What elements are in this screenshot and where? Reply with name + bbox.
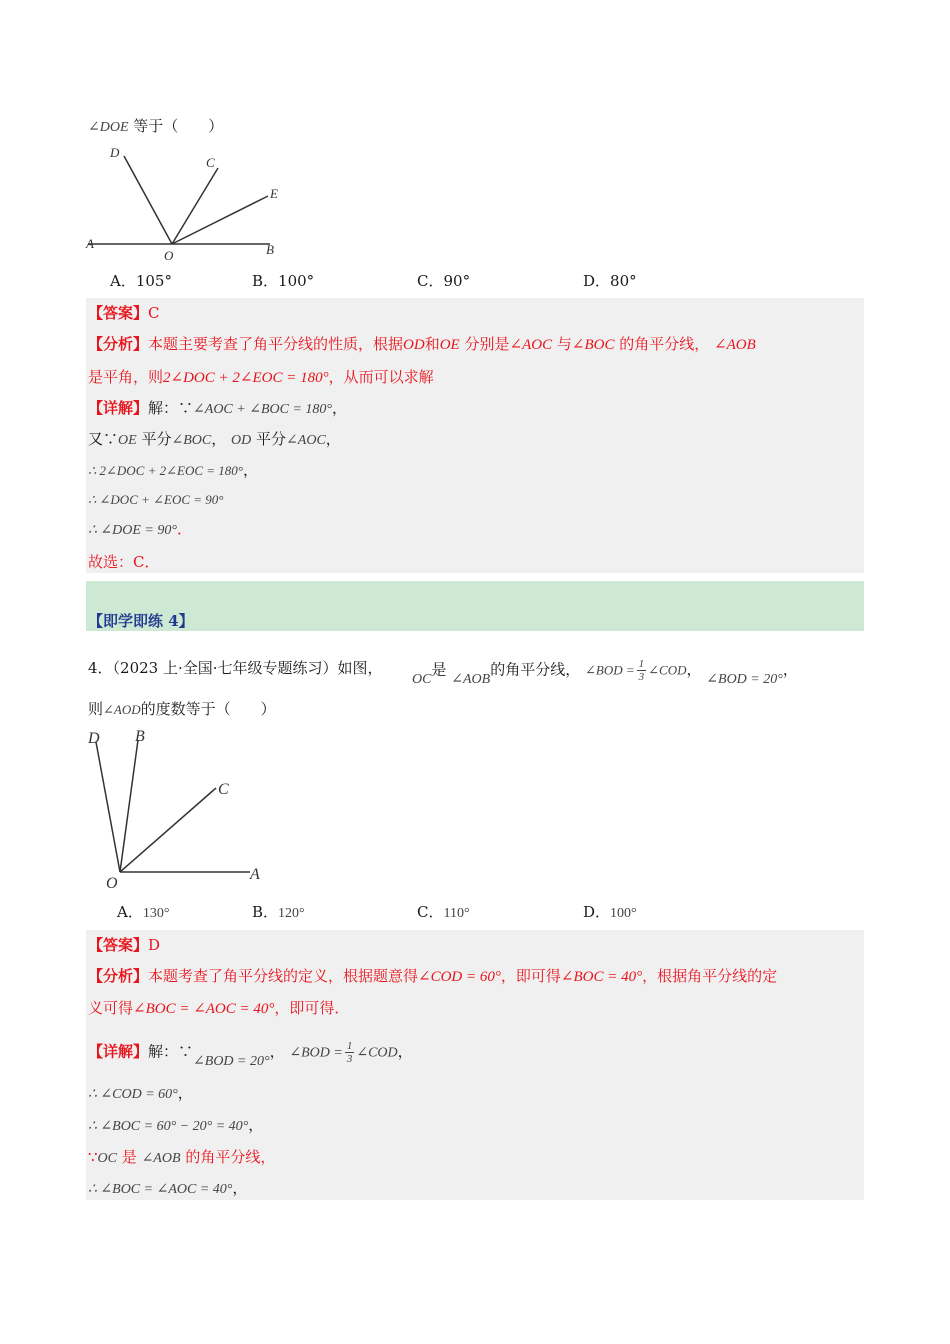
math-bod20: ∠BOD = 20° <box>706 671 783 687</box>
q3-figure <box>84 140 294 265</box>
stem-tail-text: 等于（ ） <box>133 117 224 135</box>
frac-den: 3 <box>346 1053 353 1065</box>
math-eq: ∠BOD = 20° <box>193 1053 270 1069</box>
text: 平分 <box>141 430 172 448</box>
math-boc: ∠BOC <box>571 337 615 353</box>
q3-stem-tail <box>88 116 223 138</box>
analysis-tag: 【分析】 <box>88 335 149 353</box>
option-value: 120° <box>278 906 305 921</box>
fraction-one-third <box>345 1040 355 1065</box>
math-oc: OC <box>412 671 432 687</box>
math-eq: ∴ ∠BOC = 60° − 20° = 40° <box>88 1119 249 1134</box>
q4-option-b[interactable] <box>252 901 305 922</box>
q4-detail-line1 <box>88 1040 413 1069</box>
option-value: 110° <box>443 906 470 921</box>
math-oe: OE <box>439 337 460 353</box>
q4-detail-line4 <box>88 1147 275 1169</box>
frac-num: 1 <box>346 1040 353 1052</box>
q4-answer <box>88 935 160 955</box>
q4-detail-line5 <box>88 1178 247 1200</box>
q4-stem-line2 <box>88 699 276 720</box>
text: ， <box>232 1179 248 1197</box>
text: ， <box>243 461 259 479</box>
text: 则 <box>88 700 104 718</box>
text: 的度数等于（ ） <box>140 700 276 718</box>
q3-option-c[interactable] <box>417 270 470 291</box>
q4-option-c[interactable] <box>417 901 470 922</box>
option-value: 80° <box>610 272 637 290</box>
q3-detail-line5 <box>88 519 192 541</box>
math-eq: ∴ ∠COD = 60° <box>88 1087 178 1102</box>
text: ，即可得． <box>274 999 350 1017</box>
text: ， <box>325 430 341 448</box>
option-letter: B． <box>252 903 279 921</box>
angle-doe: ∠DOE <box>88 120 129 135</box>
q4-detail-line3 <box>88 1115 263 1137</box>
math-aob: ∠AOB <box>451 671 491 687</box>
q3-option-d[interactable] <box>583 270 637 291</box>
option-letter: D． <box>583 903 611 921</box>
math-eq: ∴ ∠BOC = ∠AOC = 40° <box>88 1182 233 1197</box>
answer-tag: 【答案】 <box>88 936 149 954</box>
text: 解：∵ <box>148 1042 194 1061</box>
text: 是 <box>431 660 447 679</box>
label-c: C <box>206 155 215 170</box>
math-eq: ∴ ∠DOE = 90° <box>88 523 177 538</box>
frac-num: 1 <box>638 658 645 670</box>
practice-header <box>88 611 194 631</box>
text: 的角平分线， <box>490 660 581 679</box>
text: ， <box>269 1042 285 1061</box>
practice-header-text: 【即学即练 4】 <box>88 612 194 630</box>
q4-option-a[interactable] <box>117 901 169 922</box>
math-eq: ∠COD = 60° <box>418 969 501 985</box>
label-b: B <box>266 242 274 257</box>
label-a: A <box>86 236 94 251</box>
math-aob: ∠AOB <box>714 337 756 353</box>
math-bod: ∠BOD = <box>585 662 635 678</box>
q3-answer <box>88 303 160 323</box>
label-e: E <box>270 186 278 201</box>
option-value: 100° <box>278 272 315 290</box>
frac-den: 3 <box>638 671 645 683</box>
q3-option-b[interactable] <box>252 270 314 291</box>
q4-option-d[interactable] <box>583 901 637 922</box>
option-letter: A． <box>117 903 143 921</box>
option-value: 105° <box>135 272 172 290</box>
text: ， <box>782 660 798 679</box>
math-eq: ∠BOC = 40° <box>560 969 643 985</box>
text: 与 <box>556 335 572 353</box>
option-letter: B． <box>252 272 279 290</box>
text: ， <box>177 1084 193 1102</box>
text: 的角平分线， <box>619 335 710 353</box>
conclusion-text: 故选：C． <box>88 553 160 571</box>
math-oc: OC <box>97 1151 117 1166</box>
label-a: A <box>250 866 260 883</box>
text: ，从而可以求解 <box>328 368 434 386</box>
label-c: C <box>218 781 229 798</box>
text: ， <box>332 399 348 417</box>
text: ，根据角平分线的定 <box>642 967 778 985</box>
text: 是 <box>121 1148 137 1166</box>
math-cod: ∠COD <box>648 662 687 678</box>
q3-detail-line3 <box>88 460 258 481</box>
text: ∵ <box>88 1148 98 1166</box>
label-d: D <box>88 730 100 747</box>
text: 的角平分线， <box>185 1148 276 1166</box>
text: 是平角，则 <box>88 368 164 386</box>
q3-option-a[interactable] <box>110 270 172 291</box>
option-letter: A． <box>110 272 136 290</box>
q4-stem-line1 <box>88 658 383 678</box>
option-letter: C． <box>417 903 444 921</box>
math-eq: ∴ 2∠DOC + 2∠EOC = 180° <box>88 463 243 478</box>
text: 又∵ <box>88 430 119 448</box>
q3-detail-line1 <box>88 398 347 420</box>
answer-value: D <box>148 936 161 954</box>
option-value: 100° <box>610 906 637 921</box>
label-o: O <box>106 875 118 892</box>
q3-detail-line4 <box>88 489 224 510</box>
text: 分别是 <box>464 335 510 353</box>
option-letter: D． <box>583 272 611 290</box>
label-b: B <box>135 728 145 745</box>
math-bod: ∠BOD = <box>289 1045 343 1061</box>
analysis-tag: 【分析】 <box>88 967 149 985</box>
q4-detail-line2 <box>88 1083 193 1105</box>
label-d: D <box>110 145 120 160</box>
option-letter: C． <box>417 272 444 290</box>
q3-analysis-line2 <box>88 367 434 388</box>
math-aoc: ∠AOC <box>509 337 553 353</box>
text: ， <box>397 1042 413 1061</box>
q3-conclusion <box>88 552 159 572</box>
label-o: O <box>164 248 174 263</box>
text: ， <box>248 1116 264 1134</box>
text: ， <box>686 660 702 679</box>
math-boc: ∠BOC <box>171 433 212 448</box>
math-eq: ∠AOC + ∠BOC = 180° <box>193 402 332 417</box>
text: 平分 <box>256 430 287 448</box>
answer-tag: 【答案】 <box>88 304 149 322</box>
option-value: 90° <box>443 272 471 290</box>
math-cod: ∠COD <box>356 1045 398 1061</box>
math-od: OD <box>231 433 252 448</box>
q4-figure <box>84 722 274 892</box>
text: 义可得 <box>88 999 134 1017</box>
detail-tag: 【详解】 <box>88 1042 149 1061</box>
math-oe: OE <box>118 433 137 448</box>
detail-tag: 【详解】 <box>88 399 149 417</box>
math-eq: ∠BOC = ∠AOC = 40° <box>133 1001 275 1017</box>
q4-stem-line1b <box>412 658 798 687</box>
fraction-one-third <box>637 658 647 683</box>
text: ，即可得 <box>500 967 561 985</box>
math-eq: 2∠DOC + 2∠EOC = 180° <box>163 370 329 386</box>
q4-analysis-line2 <box>88 998 349 1019</box>
q4-analysis-line1 <box>88 966 777 987</box>
practice-header-box <box>86 581 864 631</box>
answer-value: C <box>148 304 160 322</box>
text: ， <box>211 430 227 448</box>
text: ． <box>176 520 192 538</box>
option-value: 130° <box>142 906 170 921</box>
math-od: OD <box>403 337 425 353</box>
question-number: 4． <box>88 659 113 677</box>
text: （2023 上·全国·七年级专题练习）如图， <box>112 659 383 677</box>
text: 本题主要考查了角平分线的性质，根据 <box>148 335 404 353</box>
q3-detail-line2 <box>88 429 341 451</box>
math-aod: ∠AOD <box>103 702 141 717</box>
text: 和 <box>424 335 440 353</box>
q3-analysis-line1 <box>88 334 756 355</box>
text: 解：∵ <box>148 399 194 417</box>
math-aob: ∠AOB <box>141 1151 181 1166</box>
text: 本题考查了角平分线的定义，根据题意得 <box>148 967 419 985</box>
math-aoc: ∠AOC <box>286 433 326 448</box>
math-eq: ∴ ∠DOC + ∠EOC = 90° <box>88 492 224 507</box>
